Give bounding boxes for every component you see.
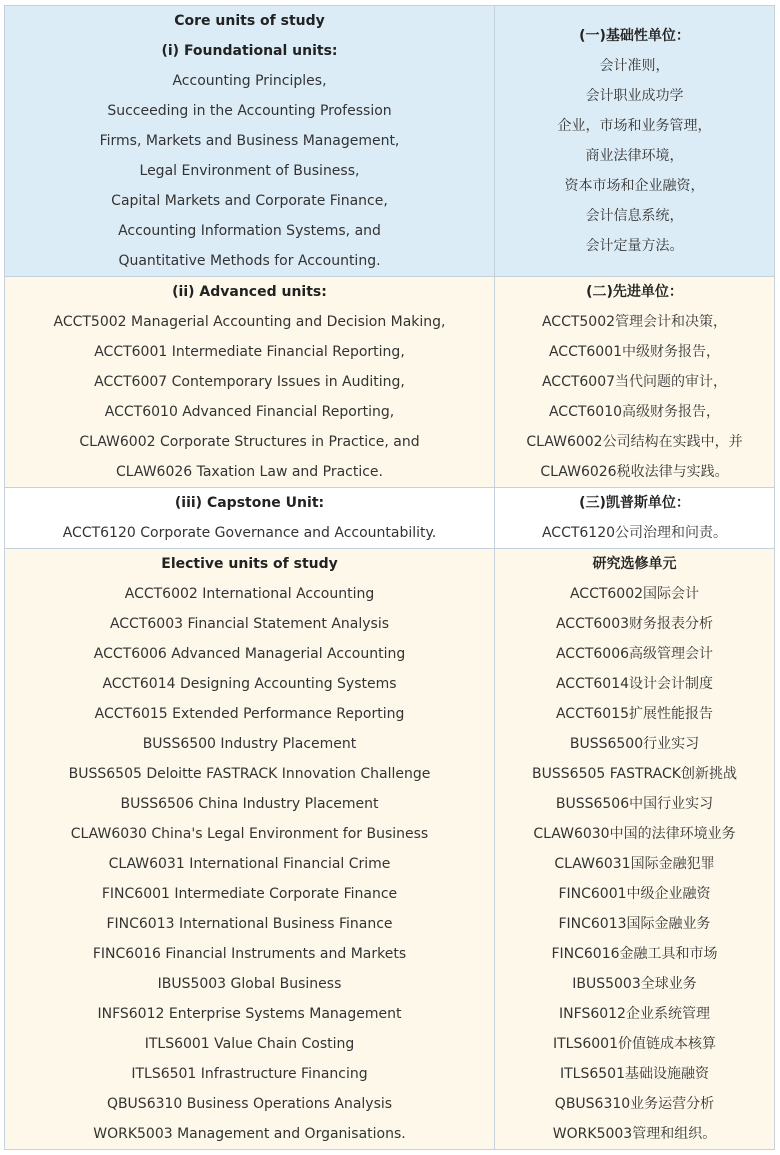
list-item: ITLS6501 Infrastructure Financing (131, 1066, 368, 1082)
advanced-zh-cell (495, 277, 775, 488)
advanced-en-cell (5, 277, 495, 488)
core-en-cell (5, 6, 495, 277)
list-item: CLAW6002公司结构在实践中，并 (526, 434, 743, 450)
list-item: FINC6013 International Business Finance (106, 916, 393, 932)
core-row (5, 6, 775, 277)
list-item: ITLS6501基础设施融资 (560, 1066, 709, 1082)
advanced-heading-zh: (二)先进单位： (586, 284, 683, 300)
list-item: ACCT6120 Corporate Governance and Accountability. (62, 525, 437, 541)
list-item: BUSS6500 Industry Placement (142, 736, 357, 752)
list-item: CLAW6002 Corporate Structures in Practice, and (79, 434, 420, 450)
list-item: ACCT6120公司治理和问责。 (541, 525, 728, 541)
list-item: CLAW6026 Taxation Law and Practice. (115, 464, 383, 480)
list-item: CLAW6026税收法律与实践。 (540, 464, 729, 480)
list-item: BUSS6505 Deloitte FASTRACK Innovation Challenge (68, 766, 431, 782)
list-item: ITLS6001价值链成本核算 (553, 1036, 716, 1052)
elective-row (5, 549, 775, 1150)
list-item: FINC6001中级企业融资 (558, 886, 711, 902)
list-item: FINC6016 Financial Instruments and Markets (92, 946, 407, 962)
list-item: FINC6001 Intermediate Corporate Finance (101, 886, 398, 902)
foundational-heading: (i) Foundational units: (161, 43, 338, 59)
list-item: CLAW6030 China's Legal Environment for Business (70, 826, 429, 842)
list-item: 会计职业成功学 (585, 88, 684, 104)
advanced-heading: (ii) Advanced units: (172, 284, 327, 300)
capstone-en-cell (5, 488, 495, 549)
list-item: WORK5003 Management and Organisations. (93, 1126, 406, 1142)
list-item: ACCT6002 International Accounting (124, 586, 375, 602)
list-item: INFS6012 Enterprise Systems Management (97, 1006, 402, 1022)
capstone-heading-zh: (三)凯普斯单位： (579, 495, 690, 511)
list-item: INFS6012企业系统管理 (559, 1006, 710, 1022)
list-item: BUSS6506中国行业实习 (555, 796, 714, 812)
capstone-row (5, 488, 775, 549)
list-item: BUSS6505 FASTRACK创新挑战 (532, 766, 737, 782)
list-item: ACCT6003财务报表分析 (555, 616, 714, 632)
list-item: ACCT5002管理会计和决策， (541, 314, 728, 330)
list-item: Accounting Principles, (172, 73, 327, 89)
list-item: CLAW6030中国的法律环境业务 (533, 826, 736, 842)
list-item: Quantitative Methods for Accounting. (118, 253, 381, 269)
list-item: 会计信息系统， (585, 208, 684, 224)
elective-zh-cell (495, 549, 775, 1150)
advanced-row (5, 277, 775, 488)
list-item: ACCT6002国际会计 (569, 586, 700, 602)
list-item: ACCT6001 Intermediate Financial Reporting, (94, 344, 405, 360)
list-item: ACCT6003 Financial Statement Analysis (109, 616, 390, 632)
list-item: 会计准则， (599, 58, 670, 74)
list-item: ITLS6001 Value Chain Costing (144, 1036, 355, 1052)
units-table (4, 5, 775, 1150)
list-item: 商业法律环境， (585, 148, 684, 164)
list-item: Accounting Information Systems, and (118, 223, 381, 239)
list-item: Capital Markets and Corporate Finance, (111, 193, 388, 209)
capstone-zh-cell (495, 488, 775, 549)
list-item: ACCT6010 Advanced Financial Reporting, (104, 404, 395, 420)
list-item: ACCT6010高级财务报告， (548, 404, 721, 420)
list-item: BUSS6500行业实习 (569, 736, 700, 752)
list-item: QBUS6310 Business Operations Analysis (106, 1096, 393, 1112)
list-item: 企业，市场和业务管理， (557, 118, 712, 134)
list-item: BUSS6506 China Industry Placement (120, 796, 379, 812)
list-item: FINC6016金融工具和市场 (551, 946, 718, 962)
list-item: CLAW6031国际金融犯罪 (554, 856, 715, 872)
list-item: Legal Environment of Business, (139, 163, 360, 179)
list-item: ACCT6007 Contemporary Issues in Auditing, (94, 374, 405, 390)
list-item: ACCT6006高级管理会计 (555, 646, 714, 662)
elective-en-cell (5, 549, 495, 1150)
list-item: Firms, Markets and Business Management, (99, 133, 400, 149)
elective-heading-zh: 研究选修单元 (592, 556, 677, 572)
list-item: ACCT6007当代问题的审计， (541, 374, 728, 390)
core-zh-cell (495, 6, 775, 277)
list-item: ACCT6015扩展性能报告 (555, 706, 714, 722)
capstone-heading: (iii) Capstone Unit: (174, 495, 325, 511)
list-item: FINC6013国际金融业务 (558, 916, 711, 932)
list-item: ACCT6015 Extended Performance Reporting (94, 706, 405, 722)
list-item: IBUS5003 Global Business (157, 976, 342, 992)
list-item: IBUS5003全球业务 (572, 976, 697, 992)
list-item: 资本市场和企业融资， (564, 178, 705, 194)
list-item: CLAW6031 International Financial Crime (108, 856, 391, 872)
elective-heading: Elective units of study (161, 556, 338, 572)
core-title: Core units of study (174, 13, 325, 29)
list-item: ACCT6001中级财务报告， (548, 344, 721, 360)
list-item: 会计定量方法。 (585, 238, 684, 254)
list-item: QBUS6310业务运营分析 (554, 1096, 715, 1112)
list-item: ACCT6014 Designing Accounting Systems (102, 676, 397, 692)
list-item: Succeeding in the Accounting Profession (107, 103, 392, 119)
list-item: ACCT6014设计会计制度 (555, 676, 714, 692)
list-item: ACCT5002 Managerial Accounting and Decision Making, (53, 314, 446, 330)
list-item: WORK5003管理和组织。 (552, 1126, 717, 1142)
list-item: ACCT6006 Advanced Managerial Accounting (93, 646, 406, 662)
foundational-heading-zh: (一)基础性单位： (579, 28, 690, 44)
